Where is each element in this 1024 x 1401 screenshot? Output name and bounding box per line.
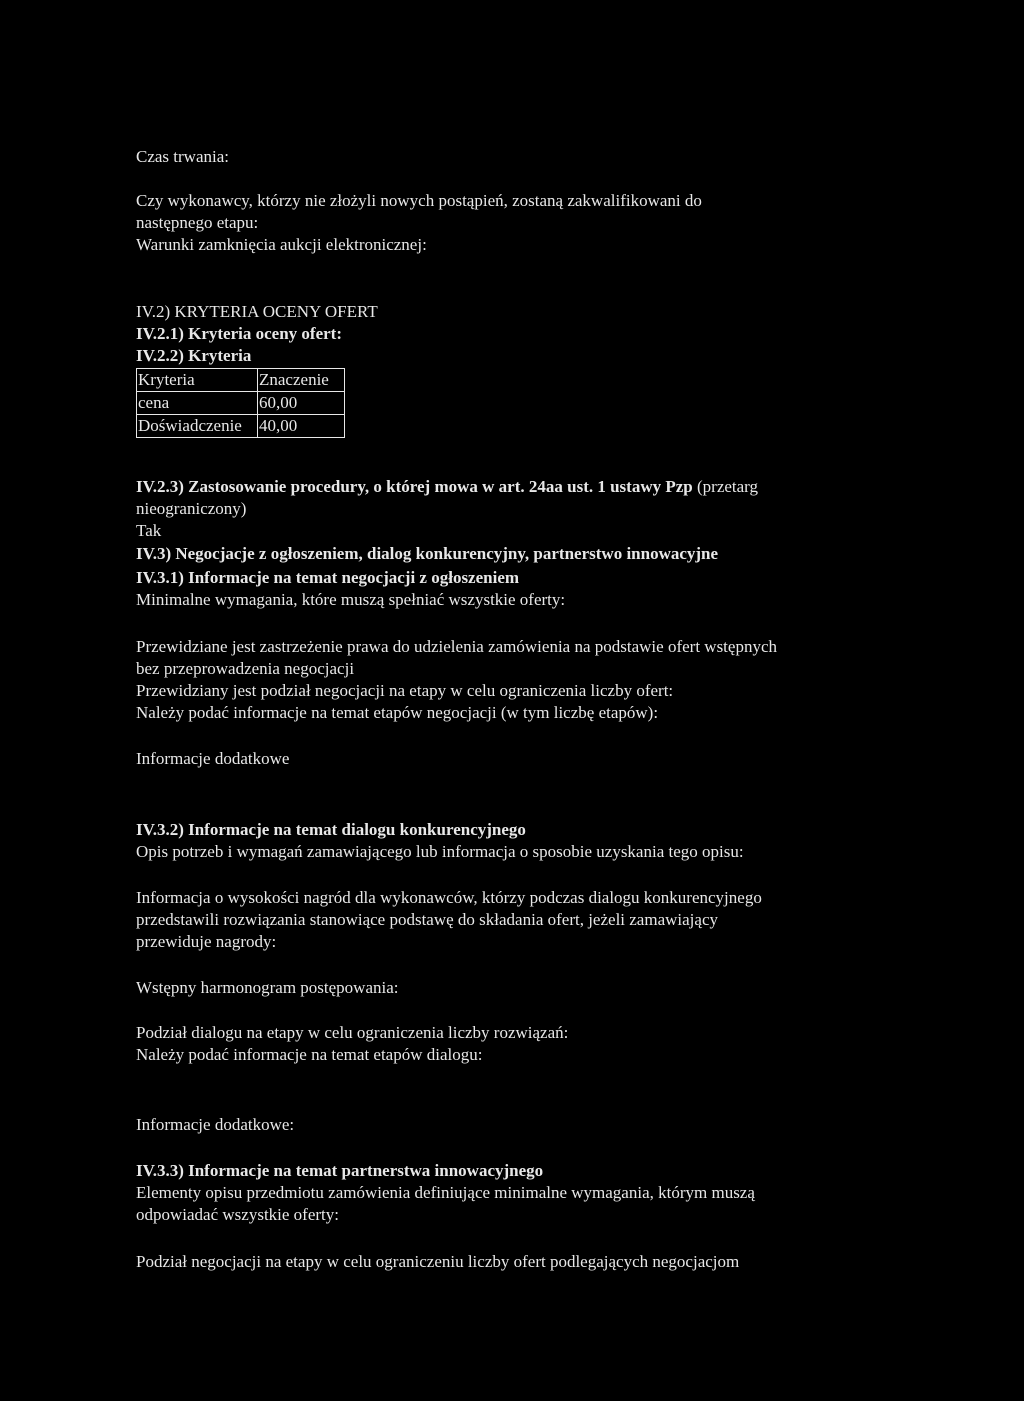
section-iv33-heading: IV.3.3) Informacje na temat partnerstwa innowacyjnego <box>136 1161 544 1180</box>
czy-wykonawcy-line-2: następnego etapu: <box>136 213 259 232</box>
tak-value: Tak <box>136 521 162 540</box>
table-row <box>137 415 345 438</box>
nalezy-dialog-label: Należy podać informacje na temat etapów dialogu: <box>136 1045 483 1064</box>
section-iv32-heading: IV.3.2) Informacje na temat dialogu konkurencyjnego <box>136 820 526 839</box>
table-cell: 60,00 <box>258 392 345 415</box>
section-iv22-heading: IV.2.2) Kryteria <box>136 346 252 365</box>
opis-potrzeb-label: Opis potrzeb i wymagań zamawiającego lub informacja o sposobie uzyskania tego opisu: <box>136 842 744 861</box>
section-iv23-tail: (przetarg <box>692 477 759 496</box>
informacje-dodatkowe-1: Informacje dodatkowe <box>136 749 290 768</box>
table-cell: cena <box>137 392 258 415</box>
section-iv2-heading: IV.2) KRYTERIA OCENY OFERT <box>136 302 378 321</box>
table-header-cell: Kryteria <box>137 369 258 392</box>
section-iv23-heading: IV.2.3) Zastosowanie procedury, o której mowa w art. 24aa ust. 1 ustawy Pzp <box>136 477 693 496</box>
przewidziany-label: Przewidziany jest podział negocjacji na etapy w celu ograniczenia liczby ofert: <box>136 681 674 700</box>
podzial-negocjacji-label: Podział negocjacji na etapy w celu ograniczeniu liczby ofert podlegających negocjacjom <box>136 1252 740 1271</box>
table-row <box>137 392 345 415</box>
table-header-row <box>137 369 345 392</box>
informacja-line-1: Informacja o wysokości nagród dla wykonawców, którzy podczas dialogu konkurencyjnego <box>136 888 762 907</box>
section-iv23-line-2: nieograniczony) <box>136 499 247 518</box>
warunki-label: Warunki zamknięcia aukcji elektronicznej: <box>136 235 427 254</box>
przewidziane-line-2: bez przeprowadzenia negocjacji <box>136 659 355 678</box>
section-iv3-heading: IV.3) Negocjacje z ogłoszeniem, dialog konkurencyjny, partnerstwo innowacyjne <box>136 544 719 563</box>
przewidziane-line-1: Przewidziane jest zastrzeżenie prawa do udzielenia zamówienia na podstawie ofert wstępnych <box>136 637 777 656</box>
czy-wykonawcy-line-1: Czy wykonawcy, którzy nie złożyli nowych postąpień, zostaną zakwalifikowani do <box>136 191 702 210</box>
section-iv23-line-1 <box>136 476 758 498</box>
nalezy-negocjacje-label: Należy podać informacje na temat etapów negocjacji (w tym liczbę etapów): <box>136 703 659 722</box>
table-cell: Doświadczenie <box>137 415 258 438</box>
minimalne-label: Minimalne wymagania, które muszą spełniać wszystkie oferty: <box>136 590 566 609</box>
informacje-dodatkowe-2: Informacje dodatkowe: <box>136 1115 295 1134</box>
section-iv21-heading: IV.2.1) Kryteria oceny ofert: <box>136 324 342 343</box>
czas-trwania-label: Czas trwania: <box>136 147 229 166</box>
informacja-line-2: przedstawili rozwiązania stanowiące podstawę do składania ofert, jeżeli zamawiający <box>136 910 718 929</box>
elementy-line-2: odpowiadać wszystkie oferty: <box>136 1205 339 1224</box>
section-iv31-heading: IV.3.1) Informacje na temat negocjacji z ogłoszeniem <box>136 568 520 587</box>
criteria-table <box>136 368 345 438</box>
table-cell: 40,00 <box>258 415 345 438</box>
elementy-line-1: Elementy opisu przedmiotu zamówienia definiujące minimalne wymagania, którym muszą <box>136 1183 755 1202</box>
wstepny-harmonogram-label: Wstępny harmonogram postępowania: <box>136 978 399 997</box>
table-header-cell: Znaczenie <box>258 369 345 392</box>
informacja-line-3: przewiduje nagrody: <box>136 932 277 951</box>
podzial-dialogu-label: Podział dialogu na etapy w celu ograniczenia liczby rozwiązań: <box>136 1023 569 1042</box>
